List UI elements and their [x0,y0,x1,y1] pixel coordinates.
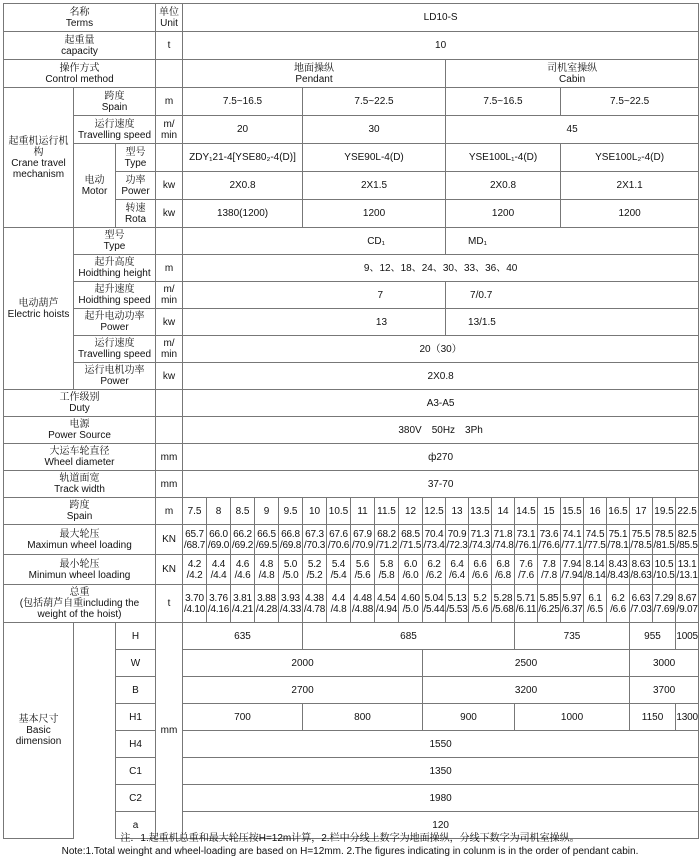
motor-type-unit [156,144,183,172]
total-weight-value: 6.1 /6.5 [584,585,607,623]
dim-w-3: 3000 [630,650,699,677]
total-weight-value: 4.54 /4.94 [375,585,399,623]
span-value: 16.5 [607,498,630,525]
max-load-value: 75.1 /78.1 [607,525,630,555]
dimensions-spacer [74,623,116,839]
dim-c1-value: 1350 [183,758,699,785]
min-load-value: 6.0 /6.0 [399,555,423,585]
span-value: 10.5 [327,498,351,525]
span-value: 22.5 [676,498,699,525]
max-load-value: 66.5 /69.5 [255,525,279,555]
dim-h1-4: 1000 [515,704,630,731]
dim-a-value: 120 [183,812,699,839]
lift-power-2: 13/1.5 [446,309,699,336]
span-value: 12.5 [423,498,446,525]
footnote [3,827,697,865]
lift-speed-1: 7 [183,282,446,309]
max-load-value: 71.3 /74.3 [469,525,492,555]
span-value: 8.5 [231,498,255,525]
hoist-travel-speed-label: 运行速度 Travelling speed [74,336,156,363]
total-weight-value: 5.2 /5.6 [469,585,492,623]
min-load-value: 5.0 /5.0 [279,555,303,585]
span-value: 14 [492,498,515,525]
dim-c2-value: 1980 [183,785,699,812]
dim-h4-value: 1550 [183,731,699,758]
hoist-label: 电动葫芦 Electric hoists [4,228,74,390]
min-load-value: 4.6 /4.6 [231,555,255,585]
total-weight-value: 4.48 /4.88 [351,585,375,623]
motor-label: 电动 Motor [74,144,116,228]
min-load-label: 最小轮压 Minimun wheel loading [4,555,156,585]
min-load-value: 6.8 /6.8 [492,555,515,585]
lift-height-value: 9、12、18、24、30、33、36、40 [183,255,699,282]
wheel-diameter-value: ф270 [183,444,699,471]
span-value: 14.5 [515,498,538,525]
crane-span-label: 跨度 Spain [74,88,156,116]
max-load-value: 65.7 /68.7 [183,525,207,555]
max-load-value: 73.6 /76.6 [538,525,561,555]
dim-b-label: B [116,677,156,704]
max-load-value: 70.4 /73.4 [423,525,446,555]
total-weight-value: 4.60 /5.0 [399,585,423,623]
min-load-value: 4.8 /4.8 [255,555,279,585]
max-load-label: 最大轮压 Maximun wheel loading [4,525,156,555]
min-load-value: 6.2 /6.2 [423,555,446,585]
capacity-value: 10 [183,32,699,60]
motor-power-unit: kw [156,172,183,200]
crane-span-2: 7.5~22.5 [303,88,446,116]
total-weight-unit: t [156,585,183,623]
lift-height-unit: m [156,255,183,282]
dim-h-2: 685 [303,623,515,650]
max-load-value: 73.1 /76.1 [515,525,538,555]
min-load-value: 6.4 /6.4 [446,555,469,585]
dim-h1-3: 900 [423,704,515,731]
total-weight-value: 3.81 /4.21 [231,585,255,623]
max-load-value: 68.5 /71.5 [399,525,423,555]
dim-h1-6: 1300 [676,704,699,731]
crane-speed-1: 20 [183,116,303,144]
motor-type-label: 型号 Type [116,144,156,172]
motor-power-2: 2X1.5 [303,172,446,200]
hoist-type-unit [156,228,183,255]
crane-speed-unit: m/ min [156,116,183,144]
lift-speed-unit: m/ min [156,282,183,309]
max-load-value: 78.5 /81.5 [653,525,676,555]
span-value: 17 [630,498,653,525]
hoist-type-md: MD₁ [446,228,699,255]
hoist-travel-power-label: 运行电机功率 Power [74,363,156,390]
total-weight-value: 3.70 /4.10 [183,585,207,623]
span-value: 13.5 [469,498,492,525]
dim-b-2: 3200 [423,677,630,704]
dim-h1-2: 800 [303,704,423,731]
crane-speed-label: 运行速度 Travelling speed [74,116,156,144]
min-load-value: 5.6 /5.6 [351,555,375,585]
capacity-label: 起重量 capacity [4,32,156,60]
lift-power-unit: kw [156,309,183,336]
total-weight-value: 4.4 /4.8 [327,585,351,623]
min-load-value: 13.1 /13.1 [676,555,699,585]
hoist-travel-power-unit: kw [156,363,183,390]
span-value: 11 [351,498,375,525]
motor-type-1: ZDY₁21-4[YSE80₂-4(D)] [183,144,303,172]
dim-a-label: a [116,812,156,839]
lift-power-1: 13 [183,309,446,336]
span-value: 15 [538,498,561,525]
total-weight-value: 6.2 /6.6 [607,585,630,623]
crane-span-4: 7.5~22.5 [561,88,699,116]
lift-speed-label: 起升速度 Hoidthing speed [74,282,156,309]
duty-unit [156,390,183,417]
max-load-value: 66.0 /69.0 [207,525,231,555]
crane-speed-3: 45 [446,116,699,144]
total-weight-value: 6.63 /7.03 [630,585,653,623]
crane-travel-label: 起重机运行机构 Crane travel mechanism [4,88,74,228]
total-weight-value: 3.88 /4.28 [255,585,279,623]
span-unit: m [156,498,183,525]
min-load-value: 10.5 /10.5 [653,555,676,585]
motor-power-4: 2X1.1 [561,172,699,200]
track-width-label: 轨道面宽 Track width [4,471,156,498]
total-weight-label: 总重 (包括葫芦自重including the weight of the hoist) [4,585,156,623]
motor-power-1: 2X0.8 [183,172,303,200]
control-pendant: 地面操纵 Pendant [183,60,446,88]
wheel-diameter-label: 大运车轮直径 Wheel diameter [4,444,156,471]
span-value: 11.5 [375,498,399,525]
max-load-value: 74.5 /77.5 [584,525,607,555]
min-load-value: 4.2 /4.2 [183,555,207,585]
min-load-value: 8.63 /8.63 [630,555,653,585]
hoist-travel-speed-unit: m/ min [156,336,183,363]
span-value: 8 [207,498,231,525]
max-load-value: 67.3 /70.3 [303,525,327,555]
model-code: LD10-S [183,4,699,32]
max-load-value: 74.1 /77.1 [561,525,584,555]
lift-speed-2: 7/0.7 [446,282,699,309]
lift-height-label: 起升高度 Hoidthing height [74,255,156,282]
wheel-diameter-unit: mm [156,444,183,471]
span-value: 16 [584,498,607,525]
motor-rota-label: 转速 Rota [116,200,156,228]
min-load-value: 8.43 /8.43 [607,555,630,585]
power-source-unit [156,417,183,444]
max-load-value: 71.8 /74.8 [492,525,515,555]
crane-speed-2: 30 [303,116,446,144]
max-load-unit: KN [156,525,183,555]
hoist-type-cd: CD₁ [183,228,446,255]
min-load-value: 6.6 /6.6 [469,555,492,585]
dim-h-4: 955 [630,623,676,650]
capacity-unit: t [156,32,183,60]
min-load-value: 5.4 /5.4 [327,555,351,585]
control-method-unit [156,60,183,88]
span-label: 跨度 Spain [4,498,156,525]
dim-h-5: 1005 [676,623,699,650]
total-weight-value: 5.28 /5.68 [492,585,515,623]
total-weight-value: 5.13 /5.53 [446,585,469,623]
power-source-label: 电源 Power Source [4,417,156,444]
max-load-value: 68.2 /71.2 [375,525,399,555]
dim-c2-label: C2 [116,785,156,812]
dimensions-unit: mm [156,623,183,839]
min-load-unit: KN [156,555,183,585]
total-weight-value: 5.04 /5.44 [423,585,446,623]
duty-label: 工作级别 Duty [4,390,156,417]
dim-h-1: 635 [183,623,303,650]
min-load-value: 8.14 /8.14 [584,555,607,585]
dim-h-label: H [116,623,156,650]
min-load-value: 5.8 /5.8 [375,555,399,585]
span-value: 10 [303,498,327,525]
motor-rota-4: 1200 [561,200,699,228]
span-value: 9.5 [279,498,303,525]
dimensions-label: 基本尺寸 Basic dimension [4,623,74,839]
total-weight-value: 3.93 /4.33 [279,585,303,623]
span-value: 12 [399,498,423,525]
max-load-value: 75.5 /78.5 [630,525,653,555]
lift-power-label: 起升电动功率 Power [74,309,156,336]
total-weight-value: 5.85 /6.25 [538,585,561,623]
dim-b-3: 3700 [630,677,699,704]
header-unit: 单位 Unit [156,4,183,32]
span-value: 9 [255,498,279,525]
span-value: 13 [446,498,469,525]
min-load-value: 7.6 /7.6 [515,555,538,585]
max-load-value: 67.6 /70.6 [327,525,351,555]
power-source-value: 380V 50Hz 3Ph [183,417,699,444]
motor-type-4: YSE100L₂-4(D) [561,144,699,172]
footnote-en: Note:1.Total weinght and wheel-loading are based on H=12mm. 2.The figures indicating in colunm is in the order of pendant cabin. [61,846,639,857]
span-value: 7.5 [183,498,207,525]
dim-h4-label: H4 [116,731,156,758]
total-weight-value: 5.97 /6.37 [561,585,584,623]
hoist-travel-speed-value: 20（30） [183,336,699,363]
dim-h1-1: 700 [183,704,303,731]
total-weight-value: 5.71 /6.11 [515,585,538,623]
track-width-value: 37-70 [183,471,699,498]
total-weight-value: 7.29 /7.69 [653,585,676,623]
total-weight-value: 3.76 /4.16 [207,585,231,623]
span-value: 15.5 [561,498,584,525]
hoist-travel-power-value: 2X0.8 [183,363,699,390]
hoist-type-label: 型号 Type [74,228,156,255]
motor-power-3: 2X0.8 [446,172,561,200]
min-load-value: 4.4 /4.4 [207,555,231,585]
motor-type-2: YSE90L-4(D) [303,144,446,172]
footnote-cn: 注．1.起重机总重和最大轮压按H=12m计算，2.栏中分线上数字为地面操纵，分线下数字为司机室操纵。 [120,833,580,844]
crane-span-1: 7.5~16.5 [183,88,303,116]
dim-h1-label: H1 [116,704,156,731]
max-load-value: 66.8 /69.8 [279,525,303,555]
total-weight-value: 8.67 /9.07 [676,585,699,623]
motor-rota-unit: kw [156,200,183,228]
dim-c1-label: C1 [116,758,156,785]
dim-h1-5: 1150 [630,704,676,731]
header-terms: 名称 Terms [4,4,156,32]
motor-rota-1: 1380(1200) [183,200,303,228]
min-load-value: 7.94 /7.94 [561,555,584,585]
motor-type-3: YSE100L₁-4(D) [446,144,561,172]
min-load-value: 5.2 /5.2 [303,555,327,585]
max-load-value: 66.2 /69.2 [231,525,255,555]
span-value: 19.5 [653,498,676,525]
control-method-label: 操作方式 Control method [4,60,156,88]
motor-rota-2: 1200 [303,200,446,228]
crane-span-3: 7.5~16.5 [446,88,561,116]
max-load-value: 70.9 /72.3 [446,525,469,555]
dim-b-1: 2700 [183,677,423,704]
duty-value: A3-A5 [183,390,699,417]
track-width-unit: mm [156,471,183,498]
spec-table [3,3,699,839]
total-weight-value: 4.38 /4.78 [303,585,327,623]
max-load-value: 67.9 /70.9 [351,525,375,555]
dim-w-2: 2500 [423,650,630,677]
dim-w-1: 2000 [183,650,423,677]
dim-w-label: W [116,650,156,677]
dim-h-3: 735 [515,623,630,650]
motor-power-label: 功率 Power [116,172,156,200]
control-cabin: 司机室操纵 Cabin [446,60,699,88]
crane-span-unit: m [156,88,183,116]
max-load-value: 82.5 /85.5 [676,525,699,555]
min-load-value: 7.8 /7.8 [538,555,561,585]
motor-rota-3: 1200 [446,200,561,228]
